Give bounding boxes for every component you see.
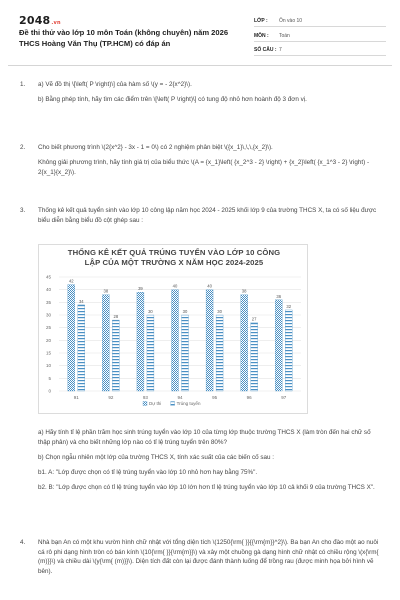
data-label: 40 (207, 283, 212, 289)
data-label: 39 (138, 286, 143, 292)
data-label: 36 (276, 293, 282, 299)
question-intro: Thống kê kết quả tuyển sinh vào lớp 10 công lập năm học 2024 - 2025 khối lớp 9 của trường THCS X, ta có số liệu được biểu diễn bằng biểu đồ cột ghép sau : (38, 207, 377, 224)
y-tick-label: 45 (45, 274, 51, 280)
y-tick-label: 10 (45, 363, 51, 369)
chart-title: THỐNG KÊ KẾT QUẢ TRÚNG TUYỂN VÀO LỚP 10 CÔNG LẬP CỦA MỘT TRƯỜNG X NĂM HỌC 2024-2025 (67, 248, 281, 267)
x-tick-label: 91 (73, 395, 79, 400)
question-number: 3. (20, 207, 26, 214)
bar-trung-tuyen (78, 305, 85, 391)
meta-row-subject (254, 30, 386, 42)
y-tick-label: 35 (45, 299, 51, 305)
x-tick-label: 94 (177, 395, 183, 400)
data-label: 27 (251, 316, 257, 322)
data-label: 38 (241, 288, 247, 294)
question-paragraph-1: Cho biết phương trình \(2{x^2} - 3x - 1 = 0\) có 2 nghiệm phân biệt \({x_1}\,\,\,{x_2}\). (38, 144, 273, 151)
question-body (38, 143, 383, 183)
bar-du-thi (102, 295, 109, 391)
bar-trung-tuyen (216, 315, 223, 391)
page-header (0, 0, 400, 62)
data-label: 34 (78, 298, 84, 304)
x-tick-label: 96 (246, 395, 252, 400)
y-tick-label: 15 (45, 350, 51, 356)
data-label: 30 (148, 309, 153, 314)
y-tick-label: 0 (48, 388, 51, 394)
x-tick-label: 93 (142, 395, 148, 400)
legend-label: Trúng tuyển (176, 401, 201, 406)
question-body (38, 80, 383, 110)
question-3-parts (38, 428, 383, 498)
meta-key: MÔN : (254, 32, 269, 39)
bar-trung-tuyen (112, 320, 119, 391)
data-label: 40 (172, 283, 178, 289)
question-part-a: a) Vẽ đồ thị \[\left( P \right)\] của hàm số \(y = - 2{x^2}\). (38, 81, 192, 88)
legend-swatch (143, 402, 147, 406)
data-label: 30 (182, 309, 188, 314)
question-part-b2: b2. B: "Lớp được chọn có tỉ lệ trúng tuyển vào lớp 10 lớn hơn tỉ lệ trúng tuyển vào lớp 10 cả khối 9 của trường THCS X". (38, 483, 375, 491)
y-tick-label: 25 (45, 325, 51, 331)
question-body (38, 206, 383, 231)
bar-trung-tuyen (251, 323, 258, 391)
question-paragraph-2: Không giải phương trình, hãy tính giá trị của biểu thức \(A = {x_1}\left( {x_2^3 - 2} \right) + {x_2}\left( {x_1^3 - 2} \right) - 2{x_1}{x_2}\). (38, 159, 370, 176)
site-logo[interactable] (19, 14, 61, 27)
question-number: 1. (20, 81, 26, 88)
x-tick-label: 97 (281, 395, 287, 400)
bar-du-thi (241, 295, 248, 391)
question-body (38, 538, 383, 582)
y-tick-label: 5 (48, 375, 51, 381)
meta-table (254, 15, 386, 59)
x-tick-label: 95 (212, 395, 218, 400)
data-label: 28 (113, 314, 119, 320)
bar-du-thi (206, 290, 213, 391)
y-tick-label: 40 (45, 287, 51, 293)
bar-du-thi (137, 292, 144, 391)
question-part-b: b) Bằng phép tính, hãy tìm các điểm trên \[\left( P \right)\] có tung độ nhỏ hơn hoành độ 3 đơn vị. (38, 96, 307, 103)
meta-row-count (254, 44, 386, 56)
question-number: 4. (20, 539, 26, 546)
meta-value: 7 (279, 47, 282, 54)
bar-du-thi (275, 300, 282, 391)
question-part-b1: b1. A: "Lớp được chọn có tỉ lệ trúng tuyển vào lớp 10 nhỏ hơn hay bằng 75%". (38, 468, 258, 476)
logo-suffix: .vn (51, 20, 61, 26)
bar-trung-tuyen (285, 310, 292, 391)
bar-trung-tuyen (147, 315, 154, 391)
legend-label: Dự thi (149, 401, 162, 406)
bar-trung-tuyen (182, 315, 189, 391)
meta-key: LỚP : (254, 18, 268, 24)
legend-swatch (171, 402, 175, 406)
data-label: 38 (103, 288, 109, 294)
bar-du-thi (172, 290, 179, 391)
meta-key: SỐ CÂU : (254, 47, 277, 54)
chart-canvas (39, 245, 309, 415)
page-title: Đề thi thử vào lớp 10 môn Toán (không chuyên) năm 2026 THCS Hoàng Văn Thụ (TP.HCM) có đáp án (19, 28, 229, 48)
question-number: 2. (20, 144, 26, 151)
y-tick-label: 20 (45, 337, 51, 343)
data-label: 30 (217, 309, 222, 314)
bar-du-thi (68, 285, 75, 391)
data-label: 32 (286, 303, 292, 309)
admission-chart (38, 244, 308, 414)
question-part-a: a) Hãy tính tỉ lệ phần trăm học sinh trúng tuyển vào lớp 10 của từng lớp thuộc trường THCS X (làm tròn đến hai chữ số thập phân) và cho biết những lớp nào có tỉ lệ trúng tuyển trên 80%? (38, 429, 371, 446)
meta-value: Toán (279, 32, 290, 39)
question-text: Nhà bạn An có một khu vườn hình chữ nhật với tổng diện tích \(1250{\rm{ }}{{\rm{m}}^2}\). Ba bạn An cho đào một ao nuôi cá rô phi dạng hình tròn có bán kính \(10{\rm{ }}{\rm{m}}\) và xây một chuồng gà dạng hình chữ nhật có chiều rộng \(x{\rm{ (m)}}\) và chiều dài \(y{\rm{ (m)}}\). Diện tích đất còn lại được đánh thành luống để trồng rau (được minh họa bởi hình vẽ bên). (38, 539, 379, 575)
meta-row-class (254, 15, 386, 27)
header-divider (8, 65, 392, 66)
y-tick-label: 30 (45, 312, 51, 318)
question-part-b: b) Chọn ngẫu nhiên một lớp của trường THCS X, tính xác suất của các biến cố sau : (38, 453, 275, 461)
data-label: 42 (68, 278, 74, 284)
logo-text: 2048 (19, 14, 51, 27)
x-tick-label: 92 (108, 395, 114, 400)
meta-value: Ôn vào 10 (279, 18, 303, 24)
